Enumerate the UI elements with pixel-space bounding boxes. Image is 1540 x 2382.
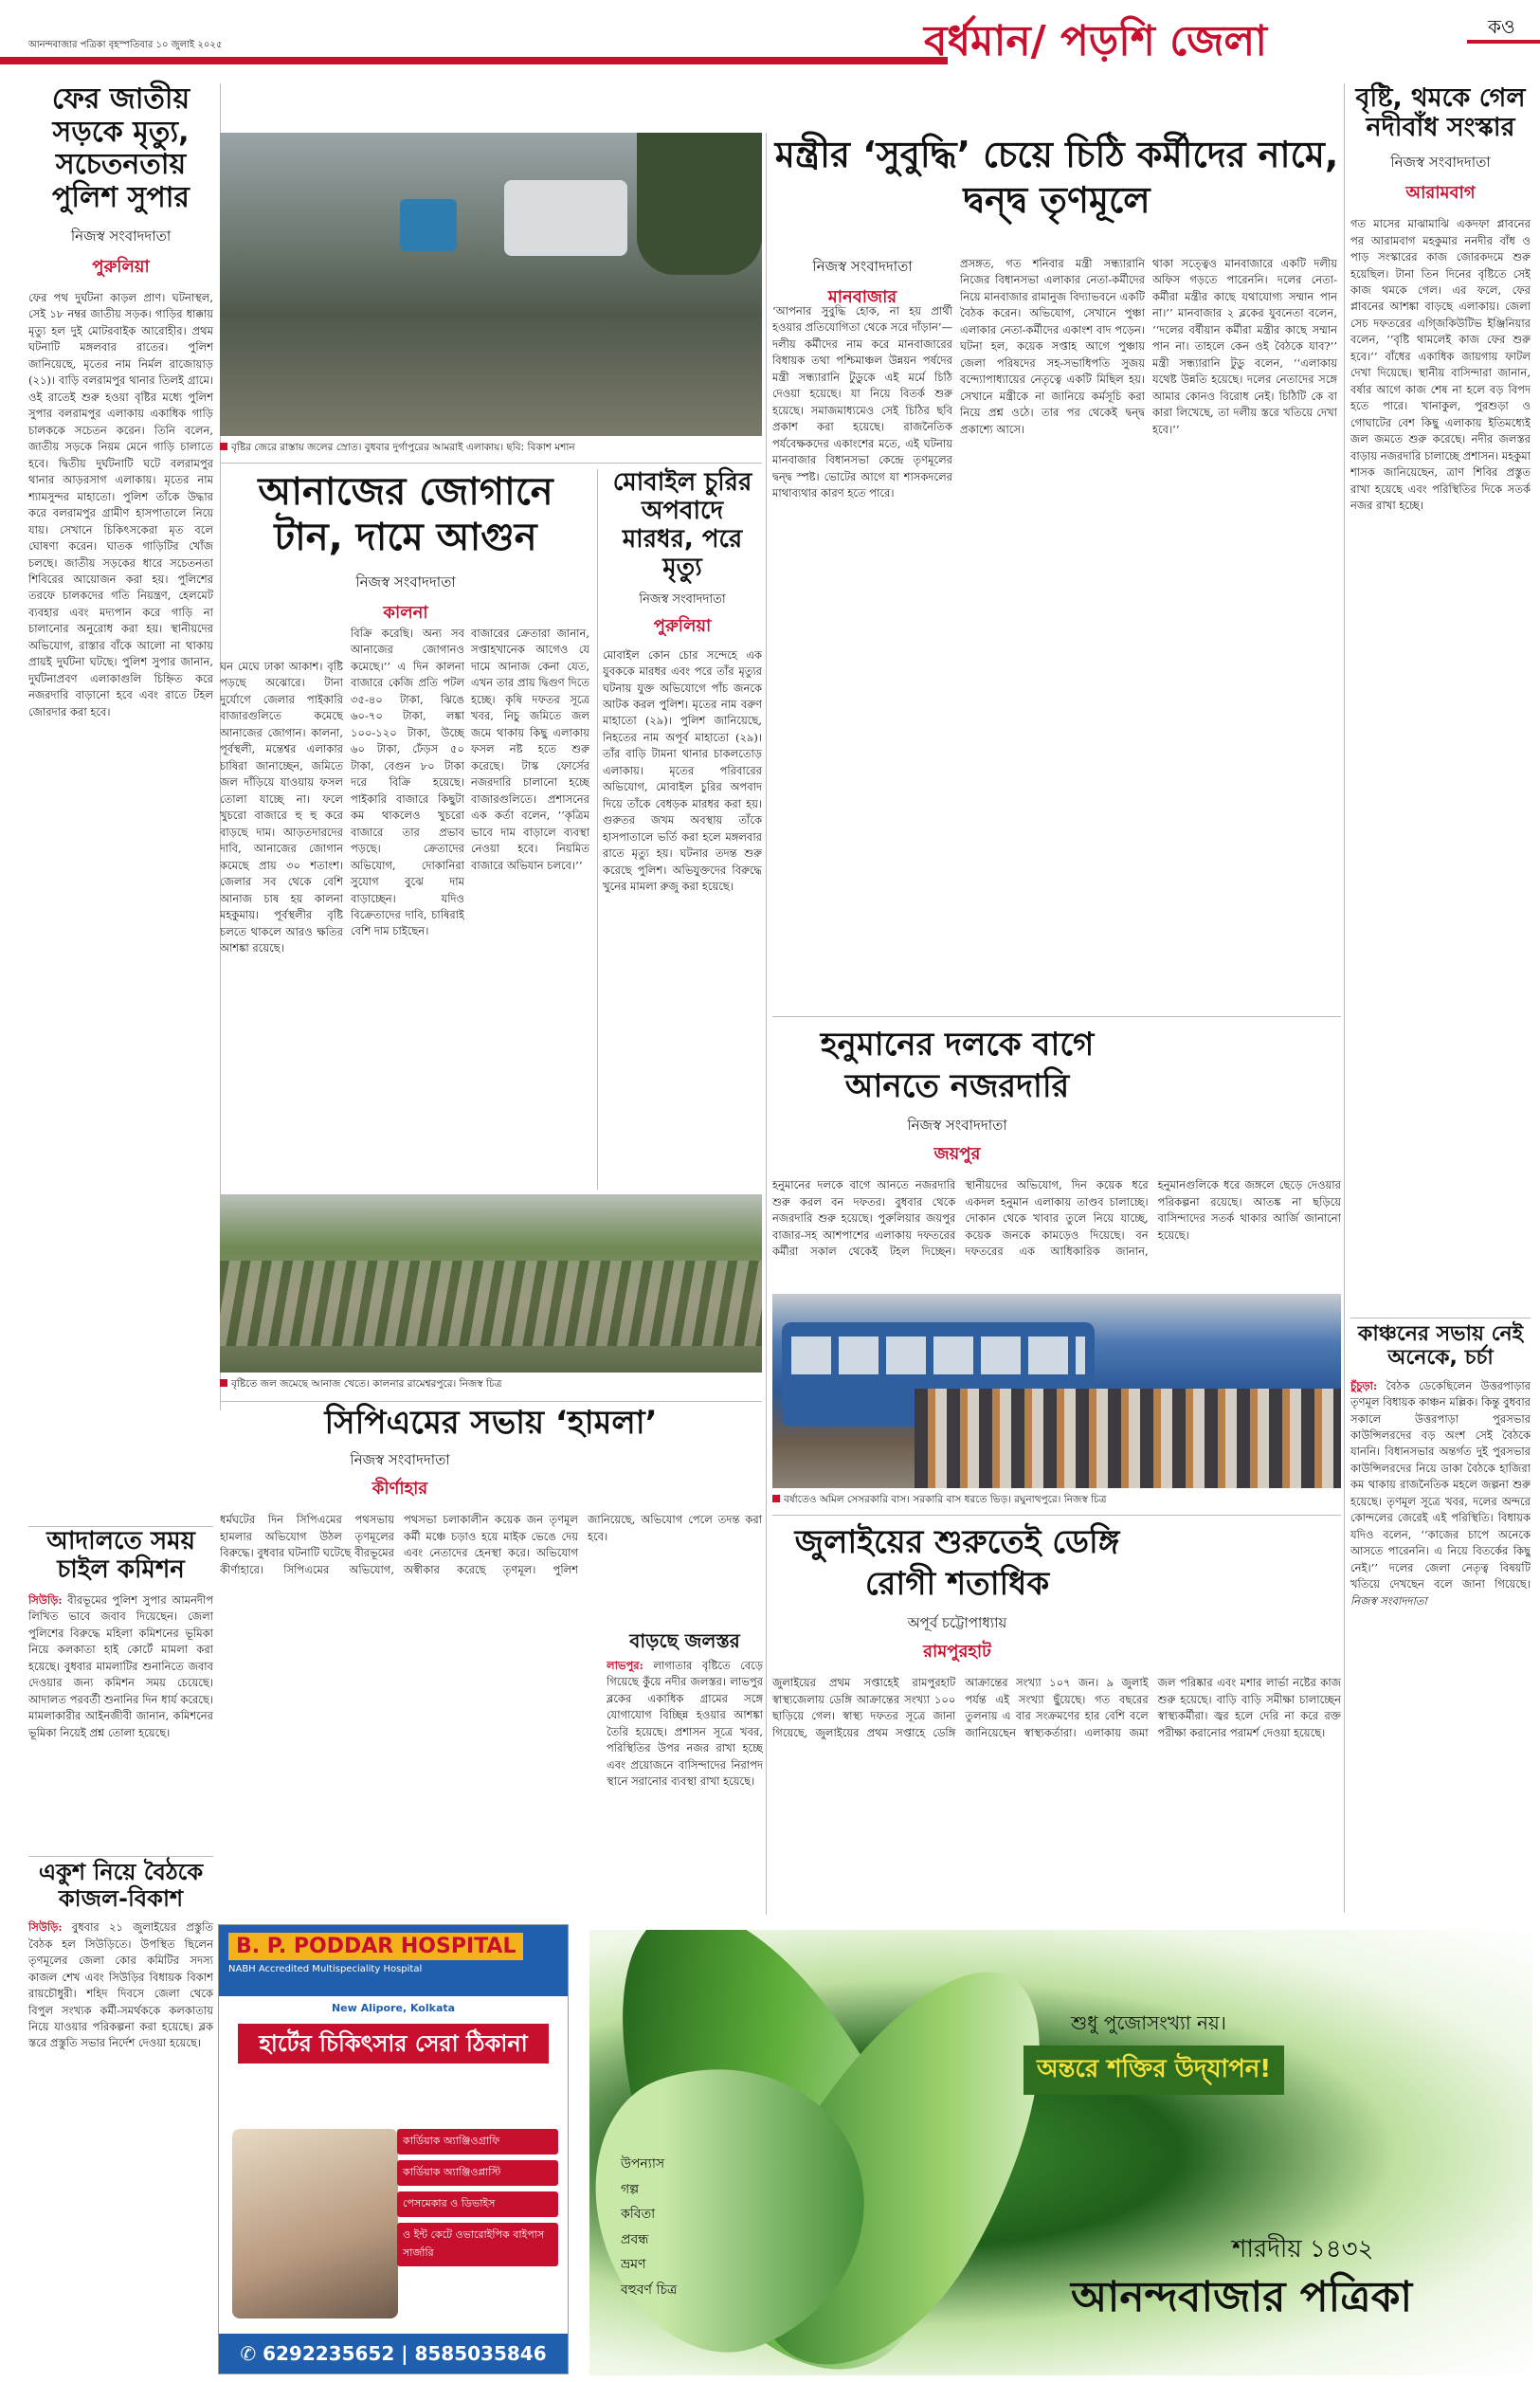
byline: নিজস্ব সংবাদদাতা — [639, 591, 726, 607]
article-body: জুলাইয়ের প্রথম সপ্তাহেই রামপুরহাট স্বাস্থ্যজেলায় ডেঙ্গি আক্রান্তের সংখ্যা ১০০ ছাড়িয়ে গেল। স্বাস্থ্য দফতর সূত্রে জানা গিয়েছে, জুলাইয়ের প্রথম সপ্তাহে ডেঙ্গি আক্রান্তের সংখ্যা ১০৭ জন। ৯ জুলাই পর্যন্ত এই সংখ্যা ছুঁয়েছে। গত বছরের তুলনায় এ বার সংক্রমণের হার বেশি বলে জানিয়েছেন স্বাস্থ্যকর্তারা। এলাকায় জমা জল পরিষ্কার এবং মশার লার্ভা নষ্টের কাজ শুরু হয়েছে। বাড়ি বাড়ি সমীক্ষা চালাচ্ছেন স্বাস্থ্যকর্মীরা। জ্বর হলে দেরি না করে রক্ত পরীক্ষা করানোর পরামর্শ দেওয়া হয়েছে। — [772, 1676, 1341, 1739]
caption-text: বৃষ্টিতে জল জমেছে আনাজ খেতে। কালনার রামেশ্বরপুরে। নিজস্ব চিত্র — [231, 1378, 502, 1390]
headline: ফের জাতীয় সড়কে মৃত্যু, সচেতনতায় পুলিশ সুপার — [51, 82, 190, 214]
section-title: বর্ধমান/ পড়শি জেলা — [924, 17, 1267, 65]
article-body: ফের পথ দুর্ঘটনা কাড়ল প্রাণ। ঘটনাস্থল, সেই ১৮ নম্বর জাতীয় সড়ক। গাড়ির ধাক্কায় মৃত্যু হল দুই মোটরবাইক আরোহীর। প্রথম ঘটনাটি মঙ্গলবার রাতের। পুলিশ জানিয়েছে, মৃতের নাম নির্মল রাজোয়াড় (২১)। বাড়ি বলরামপুর থানার তিলই গ্রামে। ওই রাতেই শুরু হওয়া বৃষ্টির মধ্যে পুলিশ সুপার বলরামপুর এলাকায় একাধিক গাড়ি চালককে সচেতন করেন। তিনি বলেন, জাতীয় সড়কে নিয়ম মেনে গাড়ি চালাতে হবে। দ্বিতীয় দুর্ঘটনাটি ঘটে বলরামপুর থানার আড়রসাগ এলাকায়। মৃতের নাম শ্যামসুন্দর মাহাতো। পুলিশ তাঁকে উদ্ধার করে বলরামপুর গ্রামীণ হাসপাতালে নিয়ে যায়। সেখানে চিকিৎসকেরা মৃত বলে ঘোষণা করেন। ঘাতক গাড়িটির খোঁজ চলছে। জাতীয় সড়কের ধারে সচেতনতা শিবিরের আয়োজন করা হয়। পুলিশের তরফে চালকদের গতি নিয়ন্ত্রণ, হেলমেট ব্যবহার এবং মদ্যপান করে গাড়ি না চালানোর অনুরোধ করা হয়। স্থানীয়দের অভিযোগ, রাস্তার বাঁকে আলো না থাকায় প্রায়ই দুর্ঘটনা ঘটছে। পুলিশ সুপার জানান, দুর্ঘটনাপ্রবণ এলাকাগুলি চিহ্নিত করে নজরদারি বাড়ানো হবে এবং রাতে টহল জোরদার করা হবে। — [28, 291, 213, 718]
story-grain-prices — [220, 469, 591, 628]
dateline-place: আরামবাগ — [1405, 183, 1476, 204]
genre-item: কবিতা — [621, 2207, 656, 2223]
hospital-location: New Alipore, Kolkata — [331, 2002, 456, 2014]
dateline-inline: চুঁচুড়া: — [1350, 1378, 1378, 1392]
column-rule — [597, 469, 598, 1190]
page-number: কও — [1488, 15, 1515, 38]
hospital-accreditation: NABH Accredited Multispeciality Hospital — [228, 1964, 423, 1974]
waterlogged-rows-shape — [220, 1261, 762, 1346]
section-rule — [772, 1016, 1341, 1017]
headline: জুলাইয়ের শুরুতেই ডেঙ্গি রোগী শতাধিক — [794, 1523, 1120, 1604]
hospital-phone-numbers[interactable] — [219, 2334, 568, 2373]
column-rule — [1344, 83, 1345, 1913]
genre-item: উপন্যাস — [621, 2156, 665, 2172]
article-text: বৈঠক ডেকেছিলেন উত্তরপাড়ার তৃণমূল বিধায়ক কাঞ্চন মল্লিক। কিন্তু বুধবার সকালে উত্তরপাড়া পুরসভার কাউন্সিলরদের বড় অংশ সেই বৈঠকে যাননি। বিধানসভার অন্তর্গত দুই পুরসভার কাউন্সিলরদের নিয়ে ডাকা বৈঠকে হাজিরা কম থাকায় রাজনৈতিক মহলে জল্পনা শুরু হয়েছে। তৃণমূল সূত্রে খবর, দলের অন্দরে কোন্দলের জেরেই এই পরিস্থিতি। বিধায়ক যদিও বলেন, ‘‘কাজের চাপে অনেকে আসতে পারেননি। এ নিয়ে বিতর্কের কিছু নেই।’’ দলের জেলা নেতৃত্ব বিষয়টি খতিয়ে দেখছেন বলে জানা গিয়েছে। — [1350, 1378, 1531, 1591]
headline: মন্ত্রীর ‘সুবুদ্ধি’ চেয়ে চিঠি কর্মীদের নামে, দ্বন্দ্ব তৃণমূলে — [774, 134, 1339, 221]
headline: বাড়ছে জলস্তর — [629, 1629, 740, 1652]
byline: নিজস্ব সংবাদদাতা — [350, 1451, 450, 1469]
article-body-col1: ঘন মেঘে ঢাকা আকাশ। বৃষ্টি পড়ছে অঝোরে। টানা দুর্যোগে জেলার পাইকারি বাজারগুলিতে কমেছে আনাজের জোগান। কালনা, পূর্বস্থলী, মন্তেশ্বর এলাকার চাষিরা জানাচ্ছেন, জমিতে জল দাঁড়িয়ে যাওয়ায় ফসল তোলা যাচ্ছে না। ফলে খুচরো বাজারে হু হু করে বাড়ছে দাম। আড়তদারদের দাবি, আনাজের জোগান কমেছে প্রায় ৩০ শতাংশ। জেলার সব থেকে বেশি আনাজ চাষ হয় কালনা মহকুমায়। পূর্বস্থলীর বৃষ্টি চলতে থাকলে আরও ক্ষতির আশঙ্কা রয়েছে। — [220, 660, 343, 955]
caption-text: বর্ষাতেও অমিল সেসরকারি বাস। সরকারি বাস ধরতে ভিড়। রঘুনাথপুরে। নিজস্ব চিত্র — [784, 1494, 1107, 1505]
story-minister — [772, 133, 1341, 223]
vehicle-shape — [504, 180, 627, 256]
phone-icon: ✆ — [240, 2342, 263, 2365]
caption-text: বৃষ্টির জেরে রাস্তায় জলের স্রোত। বুধবার দুর্গাপুরের আমরাই এলাকায়। ছবি: বিকাশ মশান — [231, 442, 575, 453]
ad-puja-line1: শুধু পুজোসংখ্যা নয়। — [1071, 2011, 1226, 2034]
dateline-place: পুরুলিয়া — [92, 257, 150, 277]
photo-rain-street — [220, 133, 762, 436]
story-rain-dam — [1350, 83, 1531, 1211]
byline: নিজস্ব সংবাদদাতা — [355, 573, 456, 591]
article-body — [28, 1919, 213, 2327]
section-rule — [220, 463, 762, 464]
story-court — [28, 1528, 213, 1796]
service-item: কার্ডিয়াক অ্যাঞ্জিওগ্রাফি — [397, 2129, 558, 2155]
crowd-shape — [915, 1389, 1341, 1488]
caption-marker-icon — [772, 1495, 780, 1502]
story-mobile-theft — [603, 469, 762, 1131]
article-body-col2: প্রসঙ্গত, গত শনিবার মন্ত্রী সন্ধ্যারানি নিজের বিধানসভা এলাকার নেতা-কর্মীদের নিয়ে মানবাজার রামানুজ বিদ্যাভবনে একটি বৈঠক করেন। অভিযোগ, সেখানে পুঞ্চা এলাকার নেতা-কর্মীদের একাংশ বাদ পড়েন। ঘটনা হল, কয়েক সপ্তাহ আগে পুঞ্চায় জেলা পরিষদের সহ-সভাধিপতি সুজয় বন্দ্যোপাধ্যায়ের নেতৃত্বে একটি মিছিল হয়। সেখানে মন্ত্রীকে না জানিয়ে কর্মসূচি করা নিয়ে প্রশ্ন ওঠে। তার পর থেকেই দ্বন্দ্ব প্রকাশ্যে আসে। — [960, 257, 1145, 436]
genre-item: বহুবর্ণ চিত্র — [621, 2282, 678, 2298]
photo-caption — [220, 441, 762, 457]
headline: আনাজের জোগানে টান, দামে আগুন — [258, 470, 553, 559]
bus-windows-shape — [791, 1336, 1085, 1374]
article-body: ধর্মঘটের দিন সিপিএমের পথসভায় হামলার অভিযোগ উঠল তৃণমূলের বিরুদ্ধে। বুধবার ঘটনাটি ঘটেছে বীরভূমের কীর্ণাহারে। সিপিএমের অভিযোগ, পথসভা চলাকালীন কয়েক জন তৃণমূল কর্মী মঞ্চে চড়াও হয়ে মাইক ভেঙে দেয় এবং নেতাদের হেনস্থা করে। অভিযোগ অস্বীকার করেছে তৃণমূল। পুলিশ জানিয়েছে, অভিযোগ পেলে তদন্ত করা হবে। — [220, 1513, 762, 1576]
service-item: কার্ডিয়াক অ্যাঞ্জিওপ্লাস্টি — [397, 2160, 558, 2186]
ad-hospital[interactable] — [218, 1924, 569, 2374]
masthead-date: আনন্দবাজার পত্রিকা বৃহস্পতিবার ১০ জুলাই ২০২৫ — [28, 40, 223, 50]
article-body — [607, 1658, 763, 1923]
genre-item: গল্প — [621, 2181, 640, 2197]
byline: অপূর্ব চট্টোপাধ্যায় — [907, 1614, 1007, 1632]
dateline-place: মানবাজার — [827, 287, 897, 307]
service-list — [397, 2129, 558, 2272]
photo-bus-crowd — [772, 1294, 1341, 1488]
dateline-place: পুরুলিয়া — [653, 615, 712, 636]
article-body: মোবাইল কোন চোর সন্দেহে এক যুবককে মারধর এবং পরে তাঁর মৃত্যুর ঘটনায় যুক্ত অভিযোগে পাঁচ জনকে আটক করল পুলিশ। মৃতের নাম বরুণ মাহাতো (২৯)। পুলিশ জানিয়েছে, নিহতের নাম অপূর্ব মাহাতো (২৯)। তাঁর বাড়ি টামনা থানার চাকলতোড় এলাকায়। মৃতের পরিবারের অভিযোগ, মোবাইল চুরির অপবাদ দিয়ে তাঁকে বেধড়ক মারধর করা হয়। গুরুতর জখম অবস্থায় তাঁকে হাসপাতালে ভর্তি করা হলে মঙ্গলবার রাতে মৃত্যু হয়। ঘটনার তদন্ত শুরু করেছে পুলিশ। অভিযুক্তদের বিরুদ্ধে খুনের মামলা রুজু করা হয়েছে। — [603, 647, 762, 894]
credit: নিজস্ব সংবাদদাতা — [1350, 1593, 1427, 1608]
dateline-place: জয়পুর — [933, 1144, 981, 1165]
genre-item: প্রবন্ধ — [621, 2231, 649, 2247]
photo-caption — [772, 1493, 1341, 1509]
article-body-col1: ‘আপনার সুবুদ্ধি হোক, না হয় প্রার্থী হওয়ার প্রতিযোগিতা থেকে সরে দাঁড়ান’— দলীয় কর্মীদের নাম করে মানবাজারের বিধায়ক তথা পশ্চিমাঞ্চল উন্নয়ন পর্ষদের মন্ত্রী সন্ধ্যারানি টুডুকে এই মর্মে চিঠি দেওয়া হয়েছে। যা নিয়ে বিতর্ক শুরু হয়েছে। সমাজমাধ্যমেও সেই চিঠির ছবি প্রকাশ করা হয়েছে। রাজনৈতিক পর্যবেক্ষকদের একাংশের মতে, এই ঘটনায় মানবাজার বিধানসভা কেন্দ্রে তৃণমূলের দ্বন্দ্ব স্পষ্ট। ভোটের আগে যা শাসকদলের মাথাব্যথার কারণ হতে পারে। — [772, 304, 952, 500]
dateline-inline: সিউড়ি: — [28, 1592, 63, 1607]
headline: একুশ নিয়ে বৈঠকে কাজল-বিকাশ — [38, 1859, 204, 1912]
section-rule — [28, 1856, 213, 1857]
ad-puja-genre-list — [621, 2152, 677, 2303]
headline: মোবাইল চুরির অপবাদে মারধর, পরে মৃত্যু — [612, 468, 752, 582]
phone-text: 6292235652 | 8585035846 — [263, 2342, 547, 2365]
article-body: গত মাসের মাঝামাঝি একদফা প্লাবনের পর আরামবাগ মহকুমার ননদীর বাঁধ ও পাড় সংস্কারের কাজ জোরকদমে শুরু হয়েছিল। টানা তিন দিনের বৃষ্টিতে সেই কাজ থমকে গেল। এর ফলে, ফের প্লাবনের আশঙ্কা বাড়ছে এলাকায়। জেলা সেচ দফতরের এগ্জিকিউটিভ ইঞ্জিনিয়ার বলেন, ‘‘বৃষ্টি থামলেই কাজ ফের শুরু হবে।’’ বাঁধের একাধিক জায়গায় ফাটল দেখা দিয়েছে। স্থানীয় বাসিন্দারা জানান, বর্ষার আগে কাজ শেষ না হলে বড় বিপদ হতে পারে। খানাকুল, পুরশুড়া ও গোঘাটের বেশ কিছু এলাকায় ইতিমধ্যেই জল জমতে শুরু করেছে। নদীর জলস্তর বাড়ায় নজরদারি চালাচ্ছে প্রশাসন। মহকুমা শাসক জানিয়েছেন, ত্রাণ শিবির প্রস্তুত রাখা হয়েছে এবং পরিস্থিতির দিকে সতর্ক নজর রাখা হচ্ছে। — [1350, 217, 1531, 513]
article-body — [28, 1592, 213, 1796]
headline: হনুমানের দলকে বাগে আনতে নজরদারি — [820, 1026, 1095, 1106]
page-number-rule — [1467, 40, 1540, 44]
ad-puja-line2: অন্তরে শক্তির উদ্‌যাপন! — [1024, 2046, 1284, 2095]
service-item: পেসমেকার ও ডিভাইস — [397, 2191, 558, 2217]
byline: নিজস্ব সংবাদদাতা — [907, 1117, 1007, 1135]
photo-caption — [220, 1377, 762, 1393]
byline: নিজস্ব সংবাদদাতা — [1390, 154, 1491, 172]
autorickshaw-shape — [400, 199, 457, 251]
article-body-col3: বাজারের ক্রেতারা জানান, সপ্তাহখানেক আগেও যে দামে আনাজ কেনা যেত, এখন তার প্রায় দ্বিগুণ দিতে হচ্ছে। কৃষি দফতর সূত্রে খবর, নিচু জমিতে জল জমে থাকায় কিছু এলাকায় ফসল নষ্ট হতে শুরু করেছে। টাস্ক ফোর্সের নজরদারি চালানো হচ্ছে বাজারগুলিতে। প্রশাসনের এক কর্তা বলেন, ‘‘কৃত্রিম ভাবে দাম বাড়ালে ব্যবস্থা নেওয়া হবে। নিয়মিত বাজারে অভিযান চলবে।’’ — [471, 627, 589, 872]
article-text: বীরভূমের পুলিশ সুপার আমনদীপ লিখিত ভাবে জবাব দিয়েছেন। জেলা পুলিশের বিরুদ্ধে মহিলা কমিশনের ভূমিকা নিয়ে কলকাতা হাই কোর্টে মামলা করা হয়েছে। বুধবার মামলাটির শুনানিতে জবাব দেওয়ার জন্য কমিশন সময় চেয়েছে। আদালত পরবর্তী শুনানির দিন ধার্য করেছে। মামলাকারীর আইনজীবী জানান, কমিশনের ভূমিকা নিয়েই প্রশ্ন তোলা হয়েছে। — [28, 1592, 213, 1739]
dateline-place: রামপুরহাট — [923, 1642, 991, 1663]
article-body — [1350, 1378, 1531, 1909]
caption-marker-icon — [220, 1379, 227, 1387]
story-dengue — [772, 1521, 1341, 1921]
dateline-inline: লাভপুর: — [607, 1659, 643, 1672]
hospital-tagline: হার্টের চিকিৎসার সেরা ঠিকানা — [238, 2024, 549, 2064]
service-item: ও ইন্ট কেটে ওভারোইপিক বাইপাস সার্জারি — [397, 2223, 558, 2266]
caption-marker-icon — [220, 443, 227, 450]
headline: বৃষ্টি, থমকে গেল নদীবাঁধ সংস্কার — [1355, 83, 1526, 143]
dateline-inline: সিউড়ি: — [28, 1920, 63, 1935]
story-meeting — [28, 1860, 213, 2327]
ad-puja-paper-name: আনন্দবাজার পত্রিকা — [1071, 2273, 1413, 2321]
dateline-place: কীর্ণাহার — [371, 1479, 428, 1500]
article-body: হনুমানের দলকে বাগে আনতে নজরদারি শুরু করল বন দফতর। বুধবার থেকে নজরদারি শুরু হয়েছে। পুরুলিয়ার জয়পুর বাজার-সহ আশপাশের এলাকায় দফতরের কর্মীরা সকাল থেকেই টহল দিচ্ছেন। স্থানীয়দের অভিযোগ, দিন কয়েক ধরে একদল হনুমান এলাকায় তাণ্ডব চালাচ্ছে। দোকান থেকে খাবার তুলে নিয়ে যাচ্ছে, কয়েক জনকে কামড়েও দিয়েছে। বন দফতরের এক আধিকারিক জানান, হনুমানগুলিকে ধরে জঙ্গলে ছেড়ে দেওয়ার পরিকল্পনা রয়েছে। আতঙ্ক না ছড়িয়ে বাসিন্দাদের সতর্ক থাকার আর্জি জানানো হয়েছে। — [772, 1178, 1341, 1259]
story-national-highway — [28, 83, 213, 1409]
byline: নিজস্ব সংবাদদাতা — [70, 227, 172, 245]
ad-hospital-header — [219, 1925, 568, 1996]
hospital-name: B. P. PODDAR HOSPITAL — [228, 1933, 523, 1960]
article-body-col2: বিক্রি করেছি। অন্য সব আনাজের জোগানও কমেছে।’’ এ দিন কালনা বাজারে কেজি প্রতি পটল ৩৫-৪০ টাকা, ঝিঙে ৬০-৭০ টাকা, লঙ্কা ১০০-১২০ টাকা, উচ্ছে ৬০ টাকা, ঢেঁড়স ৫০ টাকা, বেগুন ৮০ টাকা দরে বিক্রি হয়েছে। পাইকারি বাজারে কিছুটা কম থাকলেও খুচরো বাজারে তার প্রভাব পড়ছে। ক্রেতাদের অভিযোগ, দোকানিরা সুযোগ বুঝে দাম বাড়াচ্ছেন। যদিও বিক্রেতাদের দাবি, চাষিরাই বেশি দাম চাইছেন। — [351, 627, 464, 938]
section-rule — [772, 1515, 1341, 1516]
article-text: লাগাতার বৃষ্টিতে বেড়ে গিয়েছে কুঁয়ে নদীর জলস্তর। লাভপুর ব্লকের একাধিক গ্রামের সঙ্গে যোগাযোগ বিচ্ছিন্ন হওয়ার আশঙ্কা তৈরি হয়েছে। প্রশাসন সূত্রে খবর, পরিস্থিতির উপর নজর রাখা হচ্ছে এবং প্রয়োজনে বাসিন্দাদের নিরাপদ স্থানে সরানোর ব্যবস্থা রাখা হয়েছে। — [607, 1659, 763, 1789]
article-body-col3: থাকা সত্ত্বেও মানবাজারে একটি দলীয় অফিস গড়তে পারেননি। দলের নেতা-কর্মীরা মন্ত্রীর কাছে যথাযোগ্য সম্মান পান না।’’ মানবাজার ২ ব্লকের যুবনেতা বলেন, ‘‘দলের বর্ষীয়ান কর্মীরা মন্ত্রীর কাছে সম্মান পান না। তাহলে কেন ওই বৈঠকে যাব?’’ মন্ত্রী সন্ধ্যারানি টুডু বলেন, ‘‘এলাকায় যথেষ্ট উন্নতি হয়েছে। দলের নেতাদের সঙ্গে আমার কোনও বিরোধ নেই। চিঠিটি কে বা কারা লিখেছে, তা দলীয় স্তরে খতিয়ে দেখা হবে।’’ — [1152, 257, 1337, 436]
photo-waterlogged-field — [220, 1194, 762, 1373]
story-water-level — [607, 1630, 763, 1923]
section-rule — [220, 1401, 762, 1402]
ad-puja-year: শারদীয় ১৪৩২ — [1232, 2235, 1374, 2264]
genre-item: ভ্রমণ — [621, 2257, 646, 2273]
story-kanchan — [1350, 1322, 1531, 1909]
byline: নিজস্ব সংবাদদাতা — [812, 258, 913, 275]
tree-shape — [637, 133, 762, 275]
headline: কাঞ্চনের সভায় নেই অনেকে, চর্চা — [1357, 1322, 1524, 1371]
doctors-photo — [232, 2129, 398, 2318]
masthead-rule — [0, 57, 948, 64]
headline: সিপিএমের সভায় ‘হামলা’ — [324, 1404, 658, 1442]
article-text: বুধবার ২১ জুলাইয়ের প্রস্তুতি বৈঠক হল সিউড়িতে। উপস্থিত ছিলেন তৃণমূলের জেলা কোর কমিটির সদস্য কাজল শেখ এবং সিউড়ির বিধায়ক বিকাশ রায়চৌধুরী। শহিদ দিবসে জেলা থেকে বিপুল সংখ্যক কর্মী-সমর্থককে কলকাতায় নিয়ে যাওয়ার পরিকল্পনা করা হয়েছে। ব্লক স্তরে প্রস্তুতি সভার নির্দেশ দেওয়া হয়েছে। — [28, 1920, 213, 2050]
column-rule — [766, 133, 767, 1915]
dateline-place: কালনা — [383, 603, 428, 623]
headline: আদালতে সময় চাইল কমিশন — [46, 1527, 195, 1584]
